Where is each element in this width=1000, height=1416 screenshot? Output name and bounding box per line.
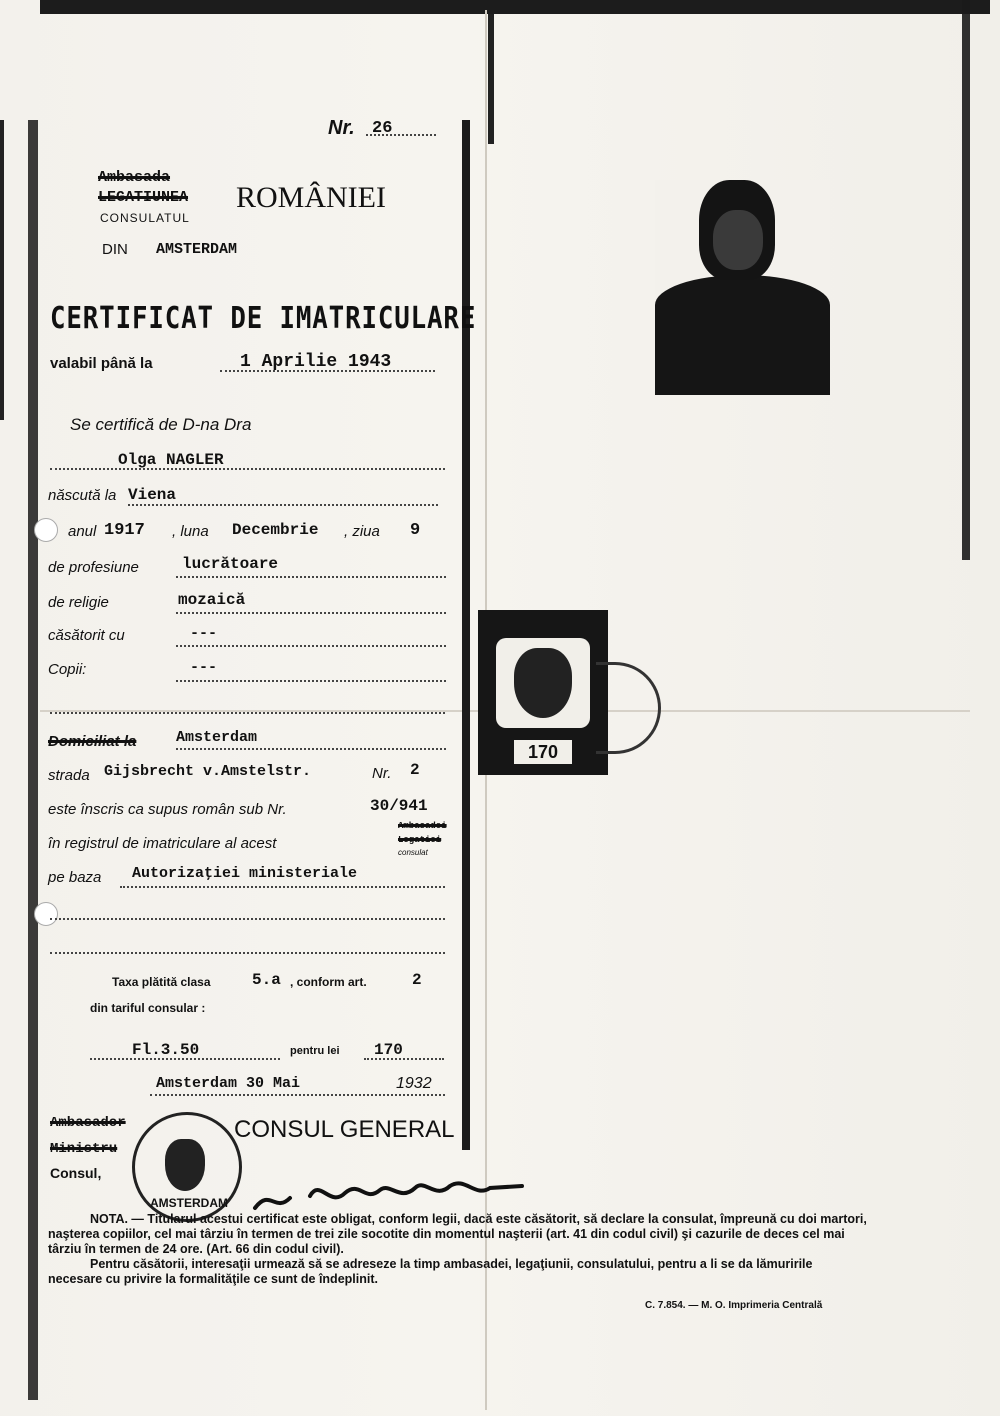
dotted-line [176,576,446,578]
scan-edge-left-outer [0,120,4,420]
dotted-line [176,612,446,614]
punch-hole-icon [34,902,58,926]
street-nr-label: Nr. [372,765,392,782]
photo-body [655,275,830,395]
column-divider-top [488,14,494,144]
nota-paragraph-1: NOTA. — Titularul acestui certificat este obligat, conform legii, dacă este căsătorit, să declare la consulat, împreună cu doi martori, naşterea copiilor, cel mai târziu în termen de trei zile socotite din momentul naşterii (art. 41 din codul civil) şi cazurile de deces cel mai târziu în termen de 24 ore. (Art. 66 din codul civil). [48,1212,867,1256]
struck-minister: Ministru [50,1141,118,1157]
country-heading: ROMÂNIEI [236,181,386,214]
fee-amount: Fl.3.50 [132,1041,200,1059]
profession-label: de profesiune [48,559,139,576]
column-divider [462,120,470,1150]
nota-paragraph-2: Pentru căsătorii, interesaţii urmează să se adreseze la timp ambasadei, legaţiunii, consulatului, pentru a li se da lămuririle necesare cu privire la formalităţile ce sunt de îndeplinit. [48,1257,813,1286]
struck-embassy: Ambasada [98,169,171,186]
day-label: , ziua [344,523,380,540]
fiscal-stamp-value: 170 [514,740,572,764]
issue-year: 1932 [396,1075,432,1092]
dotted-line [176,680,446,682]
street-value: Gijsbrecht v.Amstelstr. [104,763,312,780]
pentru-label: pentru lei [290,1045,340,1057]
certify-label: Se certifică de D-na Dra [70,415,252,434]
struck-legation: LEGATIUNEA [98,189,189,206]
printer-imprint: C. 7.854. — M. O. Imprimeria Centrală [645,1300,823,1311]
punch-hole-icon [34,518,58,542]
consulate-label: CONSULATUL [100,211,190,225]
photo-face [713,210,763,270]
din-label: DIN [102,241,128,258]
validity-label: valabil până la [50,355,153,372]
dotted-line [128,504,438,506]
scan-edge-top [40,0,990,14]
registry-consulate: consulat [398,848,428,857]
document-title: CERTIFICAT DE IMATRICULARE [50,301,477,336]
registry-struck-legation: Legatiei [398,835,442,845]
registry-struck-embassy: Ambasadei [398,821,447,831]
year-label: anul [68,523,97,540]
coat-of-arms-icon [165,1139,205,1191]
registry-label: în registrul de imatriculare al acest [48,835,277,852]
dotted-line [50,918,445,920]
month-label: , luna [172,523,209,540]
conform-article: 2 [412,971,422,989]
dotted-line [150,1094,445,1096]
birth-year: 1917 [104,521,145,540]
scan-edge-right [962,0,970,560]
registration-number: 30/941 [370,797,428,815]
lei-amount: 170 [374,1041,403,1059]
scan-edge-left [28,120,38,1400]
domicile-city: Amsterdam [176,729,258,746]
basis-value: Autorizaţiei ministeriale [132,865,358,882]
married-value: --- [190,625,218,642]
dotted-line [90,1058,280,1060]
dotted-line [366,134,436,136]
holder-name: Olga NAGLER [118,451,224,469]
dotted-line [176,748,446,750]
fiscal-stamp-icon [478,610,608,775]
registered-label: este înscris ca supus român sub Nr. [48,801,287,818]
domicile-label: Domiciliat la [48,733,137,750]
children-value: --- [190,659,218,676]
dotted-line [220,370,435,372]
round-cancel-stamp-icon [596,662,661,754]
issue-place-date: Amsterdam 30 Mai [156,1075,301,1092]
dotted-line [176,645,446,647]
religion-value: mozaică [178,591,246,609]
signature-icon [250,1168,530,1218]
married-label: căsătorit cu [48,627,125,644]
validity-date: 1 Aprilie 1943 [240,352,392,372]
tax-class: 5.a [252,971,281,989]
dotted-line [50,952,445,954]
dotted-line [120,886,445,888]
religion-label: de religie [48,594,109,611]
children-label: Copii: [48,661,87,678]
fiscal-stamp-crest-icon [514,648,572,718]
birth-month: Decembrie [232,521,319,539]
street-nr: 2 [410,761,420,779]
consul-label: Consul, [50,1165,102,1181]
nota-block [48,1212,870,1287]
born-place: Viena [128,486,177,504]
nr-label: Nr. [328,117,355,139]
conform-label: , conform art. [290,975,367,989]
struck-ambassador: Ambasador [50,1115,126,1131]
dotted-line [364,1058,444,1060]
holder-photo [655,180,830,395]
tariff-label: din tariful consular : [90,1001,206,1015]
nr-value: 26 [372,119,393,138]
consul-general-stamp: CONSUL GENERAL [234,1116,455,1143]
city-heading: AMSTERDAM [156,241,238,258]
street-label: strada [48,767,90,784]
dotted-line [50,468,445,470]
born-label: născută la [48,487,117,504]
tax-label: Taxa plătită clasa [112,975,211,989]
profession-value: lucrătoare [182,555,279,573]
dotted-line [50,712,445,714]
birth-day: 9 [410,521,421,540]
basis-label: pe baza [48,869,102,886]
seal-city: AMSTERDAM [150,1196,228,1210]
